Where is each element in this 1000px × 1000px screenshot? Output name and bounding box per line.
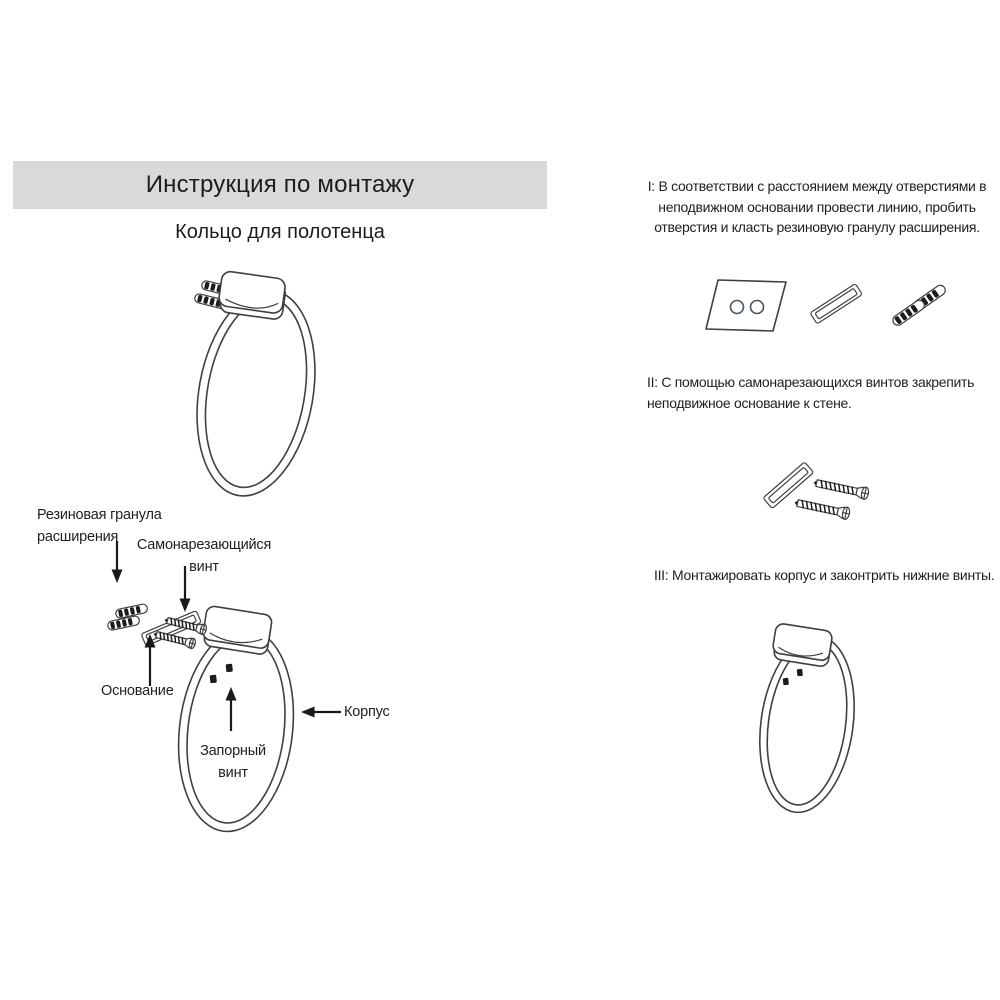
arrow-down-icon: [110, 541, 124, 583]
label-line: винт: [218, 765, 248, 781]
page-subtitle: Кольцо для полотенца: [175, 221, 385, 243]
label-line: расширения: [37, 529, 119, 545]
arrow-up-icon: [143, 634, 157, 686]
step-1-parts-diagram: [695, 271, 995, 346]
arrow-up-icon: [224, 687, 238, 731]
step-text-line: отверстия и класть резиновую гранулу расширения.: [654, 219, 980, 235]
screw-icon: [793, 496, 850, 520]
screw-icon: [812, 476, 869, 500]
label-locking-screw: [198, 740, 268, 784]
mounting-plate-icon: [771, 623, 833, 667]
arrow-left-icon: [301, 705, 341, 719]
base-bracket-icon: [810, 284, 862, 324]
wall-plate-icon: [706, 280, 786, 331]
step-3-text: [654, 565, 1000, 586]
step-2-text: [647, 372, 991, 413]
assembled-ring-diagram: [163, 253, 403, 513]
step-text-line: неподвижном основании провести линию, пробить: [658, 198, 976, 215]
label-line: Запорный: [200, 743, 266, 759]
arrow-down-icon: [178, 566, 192, 612]
label-line: Самонарезающийся: [136, 537, 272, 553]
step-2-parts-diagram: [745, 447, 915, 547]
label-body: Корпус: [344, 704, 390, 720]
page-title: Инструкция по монтажу: [145, 171, 415, 198]
locking-screw-dot: [210, 664, 233, 684]
locking-screw-dot: [783, 669, 803, 686]
step-text-line: II: С помощью самонарезающихся винтов закрепить: [647, 374, 975, 390]
step-text-line: III: Монтажировать корпус и законтрить нижние винты.: [654, 567, 995, 583]
title-bar: [13, 161, 547, 209]
label-line: Резиновая гранула: [37, 507, 162, 523]
step-3-assembled-ring-diagram: [738, 610, 913, 845]
dowel-anchor-icon: [891, 298, 926, 327]
step-text-line: неподвижное основание к стене.: [647, 394, 852, 411]
label-base: Основание: [101, 683, 174, 699]
label-self-tapping-screw: [136, 534, 272, 578]
mounting-plate-icon: [217, 271, 287, 321]
label-line: винт: [189, 559, 219, 575]
mounting-plate-icon: [201, 605, 272, 655]
step-text-line: I: В соответствии с расстоянием между отверстиями в: [647, 178, 987, 194]
step-1-text: [645, 176, 989, 238]
